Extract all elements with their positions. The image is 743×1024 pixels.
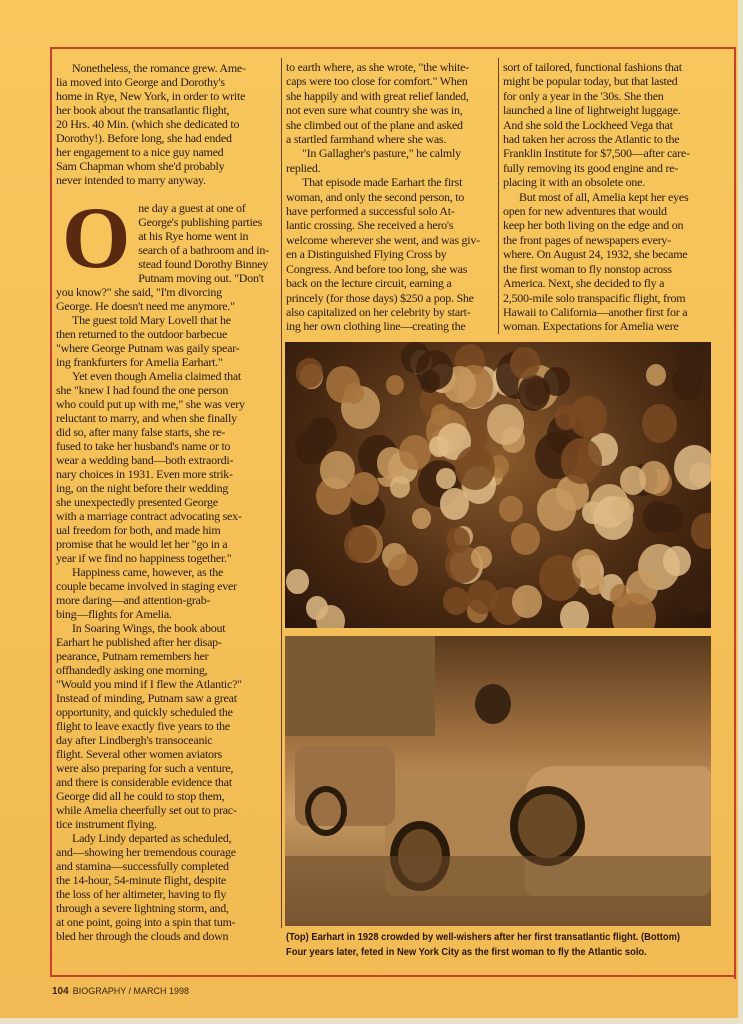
- column-rule: [498, 58, 499, 334]
- text-line: offhandedly asking one morning,: [56, 663, 208, 677]
- page-number: 104: [52, 986, 69, 997]
- text-line: she climbed out of the plane and asked: [286, 117, 463, 132]
- text-line: Dorothy!). Before long, she had ended: [56, 131, 232, 145]
- crowd-figure: [674, 445, 711, 490]
- text-line: keep her both living on the edge and on: [503, 218, 684, 233]
- text-line: her engagement to a nice guy named: [56, 145, 224, 159]
- crowd-figure: [443, 587, 469, 615]
- text-line: while Amelia cheerfully set out to prac-: [56, 803, 237, 817]
- crowd-figure: [642, 404, 677, 443]
- text-line: replied.: [286, 160, 321, 175]
- paragraph: [286, 175, 494, 333]
- text-line: the front pages of newspapers every-: [503, 232, 671, 247]
- text-line: 2,500-mile solo transpacific flight, from: [503, 290, 686, 305]
- crowd-figure: [672, 366, 704, 401]
- text-line: America. Next, she decided to fly a: [503, 276, 665, 291]
- crowd-figure: [510, 347, 540, 379]
- text-line: she unexpectedly presented George: [56, 495, 218, 509]
- column-2: [286, 60, 494, 334]
- text-line: "In Gallagher's pasture," he calmly: [302, 146, 461, 161]
- text-line: Instead of minding, Putnam saw a great: [56, 691, 237, 705]
- text-line: woman, and only the second person, to: [286, 189, 465, 204]
- text-line: flight. Several other women aviators: [56, 747, 222, 761]
- crowd-figure: [416, 350, 453, 391]
- drop-cap-paragraph: [56, 190, 278, 313]
- crowd-figure: [296, 358, 323, 387]
- crowd-figure: [681, 581, 711, 614]
- text-line: Franklin Institute for $7,500—after care-: [503, 146, 690, 161]
- text-line: princely (for those days) $250 a pop. She: [286, 290, 474, 305]
- text-line: en a Distinguished Flying Cross by: [286, 247, 447, 262]
- building-background: [285, 636, 435, 736]
- text-line: wear a wedding band—both extraordi-: [56, 453, 234, 467]
- crowd-figure: [612, 593, 655, 628]
- text-line: nary choices in 1931. Even more strik-: [56, 467, 233, 481]
- text-line: reluctant to marry, and when she finally: [56, 411, 237, 425]
- photo-crowd-1928: [285, 342, 711, 628]
- crowd-figure: [306, 417, 337, 451]
- text-line: the loss of her altimeter, having to fly: [56, 887, 227, 901]
- text-line: never intended to marry anyway.: [56, 173, 206, 187]
- text-line: you know?" she said, "I'm divorcing: [56, 285, 222, 299]
- paragraph: [286, 146, 494, 175]
- text-line: and—showing her tremendous courage: [56, 845, 236, 859]
- crowd-figure: [657, 504, 683, 533]
- text-line: Congress. And before too long, she was: [286, 261, 468, 276]
- crowd-figure: [286, 569, 308, 594]
- text-line: In Soaring Wings, the book about: [72, 621, 226, 635]
- text-line: for only a year in the '30s. She then: [503, 88, 664, 103]
- text-line: George. He doesn't need me anymore.": [56, 299, 235, 313]
- text-line: ing frankfurters for Amelia Earhart.": [56, 355, 223, 369]
- text-line: home in Rye, New York, in order to write: [56, 89, 246, 103]
- crowd-figure: [390, 476, 409, 497]
- paragraph: [286, 60, 494, 146]
- text-line: bled her through the clouds and down: [56, 929, 229, 943]
- text-line: and stamina—successfully completed: [56, 859, 229, 873]
- text-line: Yet even though Amelia claimed that: [72, 369, 241, 383]
- car-wheel: [305, 786, 347, 836]
- text-line: the first woman to fly nonstop across: [503, 261, 672, 276]
- crowd-figure: [499, 496, 523, 523]
- text-line: But most of all, Amelia kept her eyes: [519, 189, 689, 204]
- crowd-figure: [388, 553, 418, 586]
- crowd-figure: [386, 375, 404, 395]
- text-line: might be popular today, but that lasted: [503, 74, 678, 89]
- text-line: did so, after many false starts, she re-: [56, 425, 225, 439]
- crowd-figure: [436, 468, 455, 489]
- text-line: Sam Chapman whom she'd probably: [56, 159, 225, 173]
- text-line: where. On August 24, 1932, she became: [503, 247, 688, 262]
- text-line: launched a line of lightweight luggage.: [503, 103, 681, 118]
- text-line: had taken her across the Atlantic to the: [503, 132, 680, 147]
- text-line: then returned to the outdoor barbecue: [56, 327, 228, 341]
- text-line: have performed a successful solo At-: [286, 204, 455, 219]
- crowd-figure: [412, 508, 431, 528]
- text-line: couple became involved in staging ever: [56, 579, 237, 593]
- text-line: George's publishing parties: [138, 215, 263, 229]
- text-line: "where George Putnam was gaily spear-: [56, 341, 240, 355]
- drop-cap: O: [62, 190, 131, 287]
- text-line: fused to take her husband's name or to: [56, 439, 231, 453]
- text-line: opportunity, and quickly scheduled the: [56, 705, 233, 719]
- paragraph: [56, 313, 278, 369]
- text-line: ing her own clothing line—creating the: [286, 319, 466, 334]
- text-line: her book about the transatlantic flight,: [56, 103, 230, 117]
- column-rule: [281, 58, 282, 928]
- text-line: to earth where, as she wrote, "the white-: [286, 60, 469, 74]
- crowd-figure: [691, 513, 711, 548]
- crowd-figure: [663, 546, 691, 577]
- page-frame-right: [734, 47, 736, 979]
- text-line: a startled farmhand where she was.: [286, 132, 447, 147]
- paragraph: [56, 831, 278, 943]
- crowd-figure: [455, 446, 496, 491]
- crowd-figure: [316, 605, 345, 628]
- text-line: also capitalized on her celebrity by start-: [286, 304, 471, 319]
- text-line: And she sold the Lockheed Vega that: [503, 117, 673, 132]
- text-line: stead found Dorothy Binney: [138, 257, 269, 271]
- text-line: lia moved into George and Dorothy's: [56, 75, 225, 89]
- crowd-figure: [487, 404, 524, 445]
- text-line: year if we find no happiness together.": [56, 551, 232, 565]
- car-wheel: [510, 786, 585, 866]
- crowd-figure: [620, 466, 646, 495]
- crowd-figure: [561, 438, 602, 483]
- crowd-figure: [511, 523, 540, 555]
- text-line: fully removing its good engine and re-: [503, 160, 679, 175]
- crowd-figure: [611, 497, 633, 522]
- text-line: the 14-hour, 54-minute flight, despite: [56, 873, 226, 887]
- text-line: day after Lindbergh's transoceanic: [56, 733, 213, 747]
- folio: [52, 986, 189, 997]
- text-line: caps were too close for comfort." When: [286, 74, 468, 89]
- paragraph: [56, 61, 278, 187]
- text-line: woman. Expectations for Amelia were: [503, 319, 679, 334]
- text-line: bing—flights for Amelia.: [56, 607, 172, 621]
- paragraph: [56, 621, 278, 831]
- paragraph: [56, 565, 278, 621]
- text-line: with a marriage contract advocating sex-: [56, 509, 242, 523]
- text-line: at one point, going into a spin that tum-: [56, 915, 236, 929]
- text-line: That episode made Earhart the first: [302, 175, 463, 190]
- paragraph: [503, 60, 713, 190]
- text-line: tice instrument flying.: [56, 817, 157, 831]
- text-line: ing, on the night before their wedding: [56, 481, 229, 495]
- text-line: promise that he would let her "go in a: [56, 537, 228, 551]
- text-line: Nonetheless, the romance grew. Ame-: [72, 61, 246, 75]
- text-line: back on the lecture circuit, earning a: [286, 276, 452, 291]
- text-line: at his Rye home went in: [138, 229, 249, 243]
- text-line: search of a bathroom and in-: [138, 243, 269, 257]
- crowd-figure: [344, 526, 377, 563]
- text-line: welcome wherever she went, and was giv-: [286, 232, 480, 247]
- person-waving: [475, 684, 511, 724]
- crowd-figure: [512, 585, 542, 618]
- text-line: The guest told Mary Lovell that he: [72, 313, 231, 327]
- text-line: Lady Lindy departed as scheduled,: [72, 831, 232, 845]
- text-line: open for new adventures that would: [503, 204, 667, 219]
- text-line: 20 Hrs. 40 Min. (which she dedicated to: [56, 117, 240, 131]
- text-line: George did all he could to stop them,: [56, 789, 225, 803]
- text-line: lantic crossing. She received a hero's: [286, 218, 454, 233]
- crowd-figure: [560, 601, 589, 628]
- text-line: Happiness came, however, as the: [72, 565, 224, 579]
- text-line: more daring—and attention-grab-: [56, 593, 211, 607]
- paragraph: [503, 190, 713, 334]
- text-line: placing it with an obsolete one.: [503, 175, 645, 190]
- crowd-figure: [543, 367, 570, 397]
- text-line: pearance, Putnam remembers her: [56, 649, 209, 663]
- text-line: Putnam moving out. "Don't: [138, 271, 264, 285]
- column-3: [503, 60, 713, 334]
- photo-motorcade-nyc: [285, 636, 711, 926]
- street: [285, 856, 711, 926]
- text-line: and there is considerable evidence that: [56, 775, 232, 789]
- crowd-figure: [344, 382, 364, 404]
- text-line: flight to leave exactly five years to the: [56, 719, 231, 733]
- text-line: Hawaii to California—another first for a: [503, 304, 688, 319]
- text-line: she happily and with great relief landed,: [286, 88, 469, 103]
- column-1: [56, 61, 278, 943]
- text-line: Earhart he published after her disap-: [56, 635, 222, 649]
- text-line: ual freedom for both, and made him: [56, 523, 221, 537]
- text-line: through a severe lightning storm, and,: [56, 901, 229, 915]
- text-line: were also preparing for such a venture,: [56, 761, 234, 775]
- crowd-figure: [569, 396, 607, 438]
- text-line: who could put up with me," she was very: [56, 397, 245, 411]
- text-line: she "knew I had found the one person: [56, 383, 229, 397]
- paragraph: [56, 369, 278, 565]
- publication-line: BIOGRAPHY / MARCH 1998: [72, 986, 190, 996]
- text-line: sort of tailored, functional fashions that: [503, 60, 682, 74]
- crowd-figure: [646, 364, 666, 386]
- photo-caption: (Top) Earhart in 1928 crowded by well-wishers after her first transatlantic flight. (Bottom) Four years later, feted in New York City as the first woman to fly the Atlantic solo.: [286, 932, 681, 958]
- text-line: not even sure what country she was in,: [286, 103, 463, 118]
- text-line: ne day a guest at one of: [138, 201, 246, 215]
- text-line: "Would you mind if I flew the Atlantic?": [56, 677, 242, 691]
- crowd-figure: [471, 546, 492, 569]
